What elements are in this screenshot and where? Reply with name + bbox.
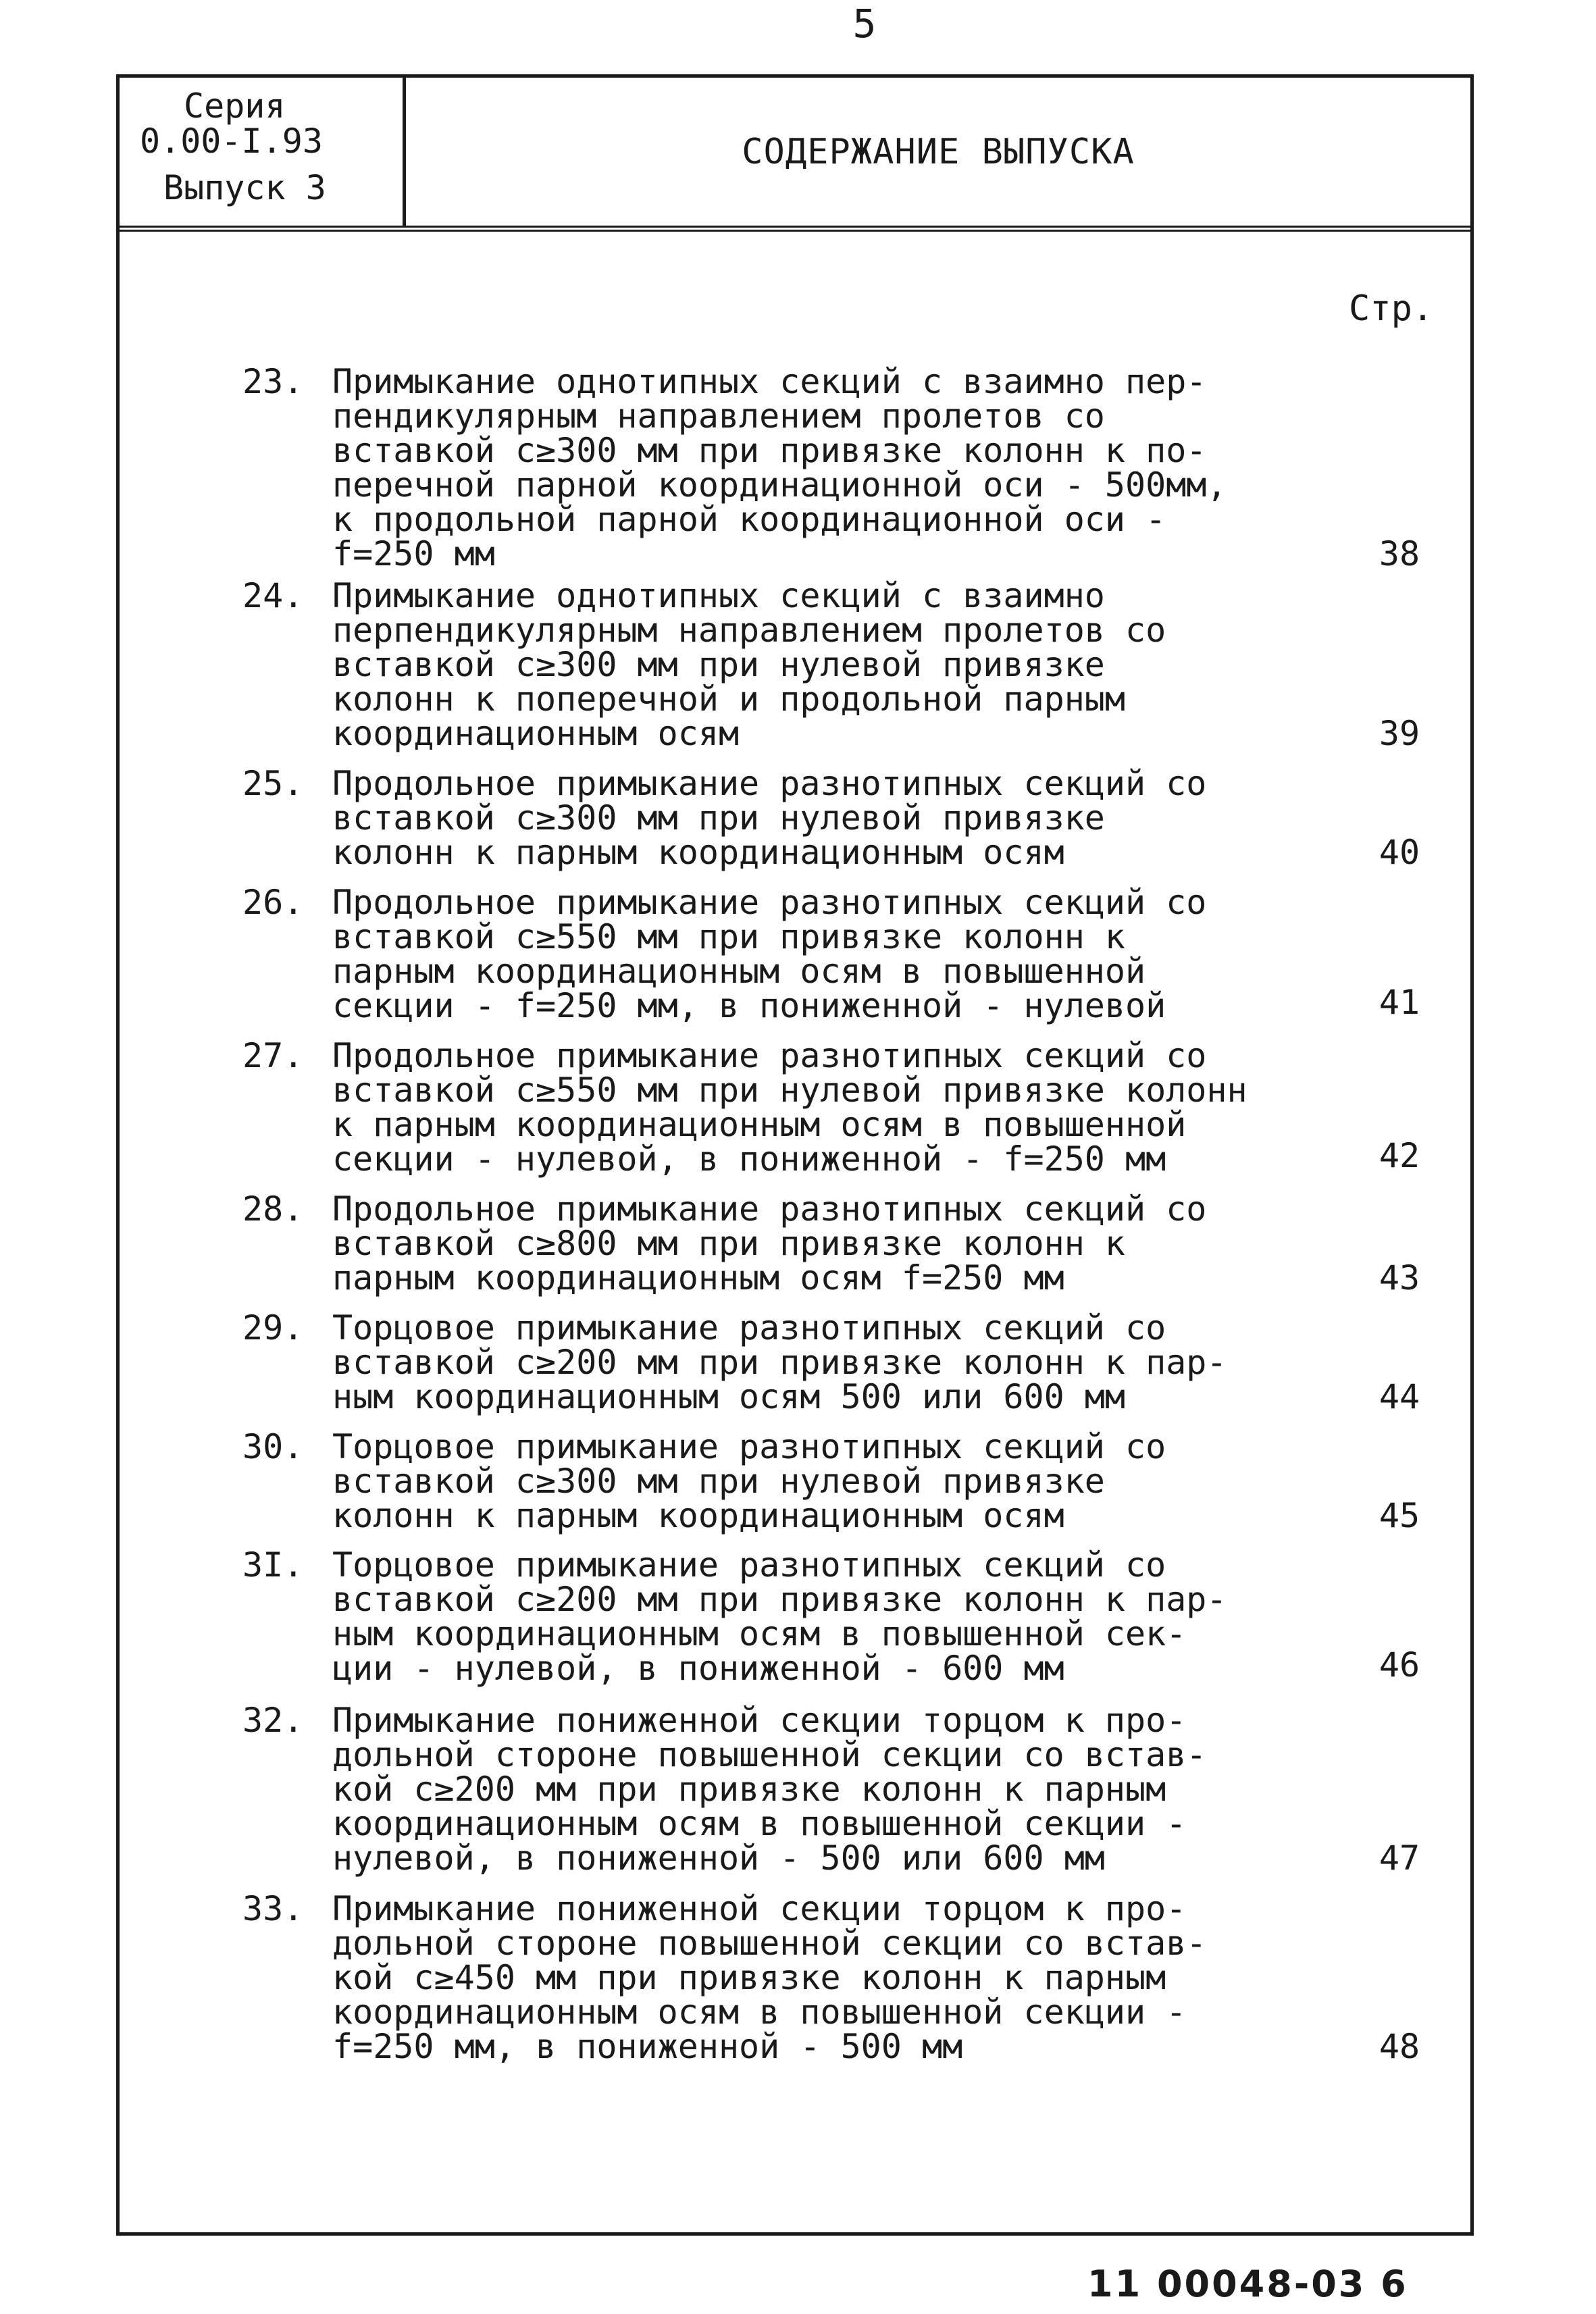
entry-text: Примыкание однотипных секций с взаимно пер- пендикулярным направлением пролетов со вставкой c≥300 мм при привязке колонн к по- перечной парной координационной оси - 500мм, к продольной парной координационной оси - f=250 мм: [332, 362, 1227, 573]
entry-number: 30.: [242, 1427, 304, 1466]
entry-number: 26.: [242, 883, 304, 922]
series-code: 0.00-I.93: [140, 122, 323, 161]
entry-text: Продольное примыкание разнотипных секций со вставкой c≥800 мм при привязке колонн к парным координационным осям f=250 мм: [332, 1189, 1207, 1297]
entry-page: 38: [1379, 534, 1420, 573]
entry-page: 43: [1379, 1258, 1420, 1297]
entry-text: Торцовое примыкание разнотипных секций со вставкой c≥200 мм при привязке колонн к пар- ным координационным осям 500 или 600 мм: [332, 1308, 1227, 1416]
series-label: Серия: [184, 86, 286, 126]
entry-page: 44: [1379, 1377, 1420, 1416]
entry-text: Продольное примыкание разнотипных секций со вставкой c≥550 мм при привязке колонн к парным координационным осям в повышенной секции - f=250 мм, в пониженной - нулевой: [332, 883, 1207, 1025]
entry-page: 42: [1379, 1136, 1420, 1175]
page-number: 5: [852, 1, 877, 47]
entry-page: 45: [1379, 1496, 1420, 1535]
entry-text: Продольное примыкание разнотипных секций со вставкой c≥550 мм при нулевой привязке колонн к парным координационным осям в повышенной секции - нулевой, в пониженной - f=250 мм: [332, 1036, 1247, 1179]
series-block: [120, 78, 406, 226]
entry-page: 48: [1379, 2027, 1420, 2066]
entry-text: Примыкание пониженной секции торцом к про- дольной стороне повышенной секции со встав- кой c≥450 мм при привязке колонн к парным координационным осям в повышенной секции - f=250 мм, в пониженной - 500 мм: [332, 1889, 1207, 2066]
entry-page: 46: [1379, 1645, 1420, 1685]
entry-text: Продольное примыкание разнотипных секций со вставкой c≥300 мм при нулевой привязке колонн к парным координационным осям: [332, 764, 1207, 872]
entry-number: 33.: [242, 1889, 304, 1928]
entry-text: Торцовое примыкание разнотипных секций со вставкой c≥200 мм при привязке колонн к пар- ным координационным осям в повышенной сек- ции - нулевой, в пониженной - 600 мм: [332, 1545, 1227, 1688]
entry-text: Торцовое примыкание разнотипных секций со вставкой c≥300 мм при нулевой привязке колонн к парным координационным осям: [332, 1427, 1166, 1535]
document-frame: [116, 74, 1474, 2236]
archive-stamp: 11 00048-03 6: [1087, 2263, 1408, 2305]
entry-number: 3I.: [242, 1545, 304, 1585]
entry-page: 41: [1379, 983, 1420, 1022]
entry-number: 23.: [242, 362, 304, 401]
pages-column-label: Стр.: [1349, 288, 1434, 329]
entry-number: 32.: [242, 1701, 304, 1740]
entry-number: 28.: [242, 1189, 304, 1229]
title-block: [120, 78, 1470, 232]
entry-page: 47: [1379, 1839, 1420, 1878]
entry-number: 29.: [242, 1308, 304, 1347]
entry-page: 40: [1379, 833, 1420, 872]
entry-page: 39: [1379, 714, 1420, 753]
entry-text: Примыкание пониженной секции торцом к про- дольной стороне повышенной секции со встав- кой c≥200 мм при привязке колонн к парным координационным осям в повышенной секции - нулевой, в пониженной - 500 или 600 мм: [332, 1701, 1207, 1878]
entry-number: 27.: [242, 1036, 304, 1075]
issue-label: Выпуск 3: [163, 168, 326, 207]
document-title: СОДЕРЖАНИЕ ВЫПУСКА: [742, 131, 1135, 172]
entry-number: 25.: [242, 764, 304, 803]
entry-text: Примыкание однотипных секций с взаимно перпендикулярным направлением пролетов со вставкой c≥300 мм при нулевой привязке колонн к поперечной и продольной парным координационным осям: [332, 576, 1166, 753]
entry-number: 24.: [242, 576, 304, 615]
